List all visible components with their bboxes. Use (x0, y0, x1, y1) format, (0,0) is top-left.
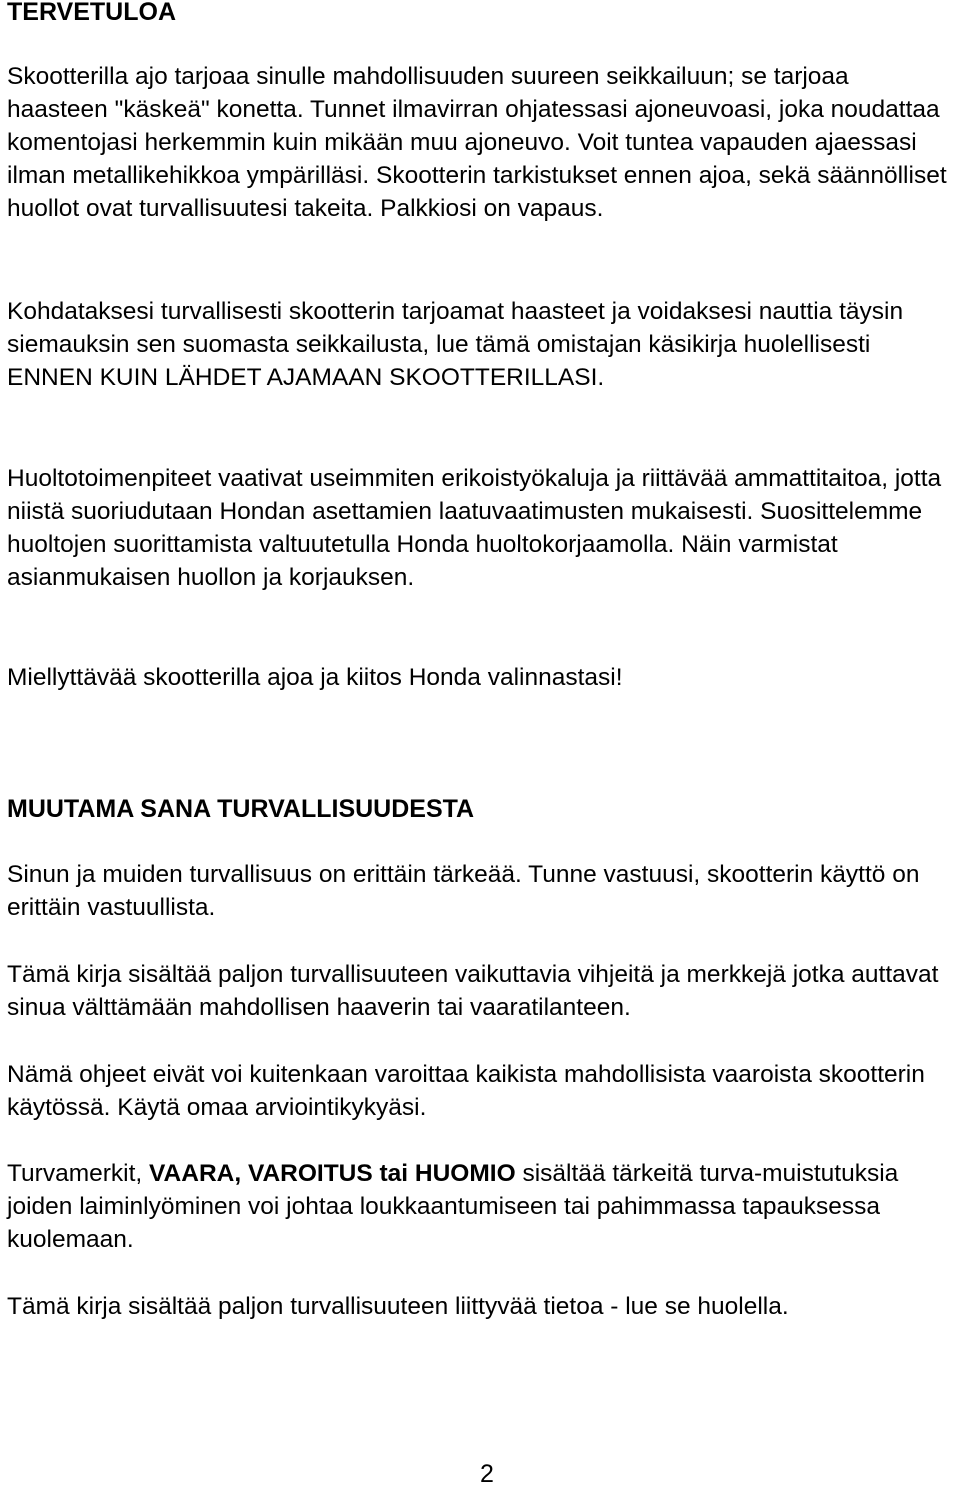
paragraph-safety-signs (7, 1157, 953, 1256)
paragraph-thanks: Miellyttävää skootterilla ajoa ja kiitos Honda valinnastasi! (7, 664, 623, 691)
paragraph-safety-important: Sinun ja muiden turvallisuus on erittäin tärkeää. Tunne vastuusi, skootterin käyttö on erittäin vastuullista. (7, 861, 920, 921)
safety-signs-keywords: VAARA, VAROITUS tai HUOMIO (149, 1160, 516, 1187)
paragraph-warnings-limits: Nämä ohjeet eivät voi kuitenkaan varoittaa kaikista mahdollisista vaaroista skootterin käytössä. Käytä omaa arviointikykyäsi. (7, 1061, 925, 1121)
safety-signs-text-after: sisältää tärkeitä turva-muistutuksia joiden laiminlyöminen voi johtaa loukkaantumiseen tai pahimmassa tapauksessa kuolemaan. (7, 1160, 899, 1253)
heading-safety: MUUTAMA SANA TURVALLISUUDESTA (7, 795, 475, 823)
safety-signs-text-before: Turvamerkit, (7, 1160, 150, 1187)
paragraph-maintenance: Huoltotoimenpiteet vaativat useimmiten erikoistyökaluja ja riittävää ammattitaitoa, jotta niistä suoriudutaan Hondan asettamien laatuvaatimusten mukaisesti. Suosittelemme huoltojen suorittamista valtuutetulla Honda huoltokorjaamolla. Näin varmistat asianmukaisen huollon ja korjauksen. (7, 465, 942, 591)
paragraph-read-manual: Kohdataksesi turvallisesti skootterin tarjoamat haasteet ja voidaksesi nauttia täysin siemauksin sen suomasta seikkailusta, lue tämä omistajan käsikirja huolellisesti ENNEN KUIN LÄHDET AJAMAAN SKOOTTERILLASI. (7, 298, 904, 391)
paragraph-intro: Skootterilla ajo tarjoaa sinulle mahdollisuuden suureen seikkailuun; se tarjoaa haasteen "käskeä" konetta. Tunnet ilmavirran ohjatessasi ajoneuvoasi, joka noudattaa komentojasi herkemmin kuin mikään muu ajoneuvo. Voit tuntea vapauden ajaessasi ilman metallikehikkoa ympärilläsi. Skootterin tarkistukset ennen ajoa, sekä säännölliset huollot ovat turvallisuutesi takeita. Palkkiosi on vapaus. (7, 63, 947, 222)
heading-welcome: TERVETULOA (7, 0, 176, 26)
page-number: 2 (480, 1460, 494, 1488)
paragraph-safety-tips: Tämä kirja sisältää paljon turvallisuuteen vaikuttavia vihjeitä ja merkkejä jotka auttavat sinua välttämään mahdollisen haaverin tai vaaratilanteen. (7, 961, 939, 1021)
paragraph-read-carefully: Tämä kirja sisältää paljon turvallisuuteen liittyvää tietoa - lue se huolella. (7, 1293, 789, 1320)
